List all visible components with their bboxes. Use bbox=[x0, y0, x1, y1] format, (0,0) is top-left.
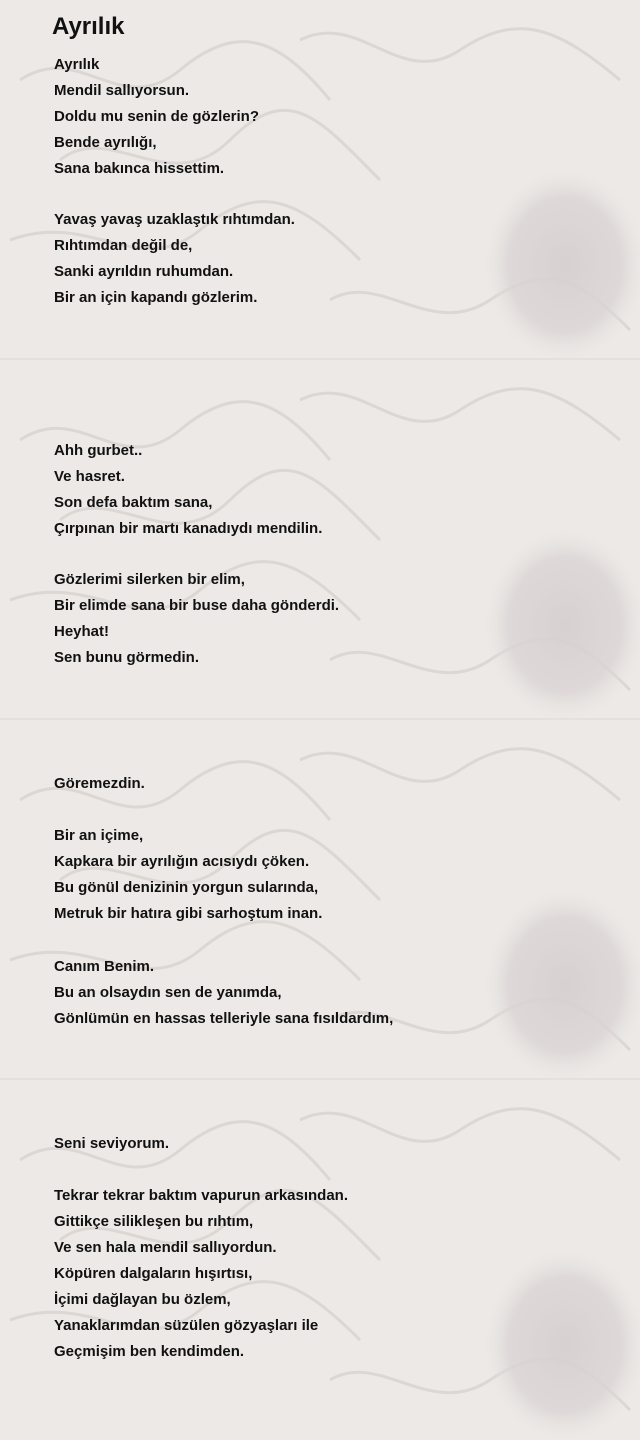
poem-line: Tekrar tekrar baktım vapurun arkasından. bbox=[54, 1187, 349, 1204]
poem-line: Sanki ayrıldın ruhumdan. bbox=[54, 263, 234, 280]
stanza-6 bbox=[54, 823, 322, 927]
stanza-1 bbox=[54, 52, 259, 182]
stanza-5 bbox=[54, 771, 145, 797]
stanza-4 bbox=[54, 567, 339, 671]
poem-line: Bir an için kapandı gözlerim. bbox=[54, 289, 258, 306]
poem-line: Gittikçe silikleşen bu rıhtım, bbox=[54, 1213, 254, 1230]
poem-line: Rıhtımdan değil de, bbox=[54, 237, 193, 254]
poem-line: Geçmişim ben kendimden. bbox=[54, 1343, 245, 1360]
poem-line: Metruk bir hatıra gibi sarhoştum inan. bbox=[54, 905, 323, 922]
poem-line: Kapkara bir ayrılığın acısıydı çöken. bbox=[54, 853, 310, 870]
poem-line: Bu gönül denizinin yorgun sularında, bbox=[54, 879, 319, 896]
poem-line: Ve sen hala mendil sallıyordun. bbox=[54, 1239, 277, 1256]
poem-line: Göremezdin. bbox=[54, 775, 145, 792]
poem-title: Ayrılık bbox=[52, 13, 125, 40]
poem-line: Mendil sallıyorsun. bbox=[54, 82, 190, 99]
stanza-7 bbox=[54, 954, 393, 1032]
poem-line: Sana bakınca hissettim. bbox=[54, 160, 225, 177]
poem-line: Yanaklarımdan süzülen gözyaşları ile bbox=[54, 1317, 319, 1334]
stanza-3 bbox=[54, 438, 322, 542]
poem-line: Heyhat! bbox=[54, 623, 110, 640]
poem-line: Çırpınan bir martı kanadıydı mendilin. bbox=[54, 520, 323, 537]
poem-line: Ayrılık bbox=[54, 56, 100, 73]
poem-line: Köpüren dalgaların hışırtısı, bbox=[54, 1265, 253, 1282]
poem-line: Bir an içime, bbox=[54, 827, 144, 844]
stanza-2 bbox=[54, 207, 295, 311]
poem-line: Son defa baktım sana, bbox=[54, 494, 213, 511]
poem-line: Ahh gurbet.. bbox=[54, 442, 143, 459]
poem-line: Yavaş yavaş uzaklaştık rıhtımdan. bbox=[54, 211, 295, 228]
stanza-9 bbox=[54, 1183, 348, 1365]
poem-line: Canım Benim. bbox=[54, 958, 155, 975]
poem-line: Seni seviyorum. bbox=[54, 1135, 170, 1152]
poem-line: Bir elimde sana bir buse daha gönderdi. bbox=[54, 597, 340, 614]
poem-line: Gönlümün en hassas telleriyle sana fısıldardım, bbox=[54, 1010, 394, 1027]
poem-line: Ve hasret. bbox=[54, 468, 125, 485]
stanza-8 bbox=[54, 1131, 169, 1157]
poem-line: Bende ayrılığı, bbox=[54, 134, 157, 151]
poem-line: İçimi dağlayan bu özlem, bbox=[54, 1291, 231, 1308]
poem-line: Gözlerimi silerken bir elim, bbox=[54, 571, 245, 588]
poem-line: Sen bunu görmedin. bbox=[54, 649, 199, 666]
poem-line: Doldu mu senin de gözlerin? bbox=[54, 108, 260, 125]
poem-line: Bu an olsaydın sen de yanımda, bbox=[54, 984, 282, 1001]
